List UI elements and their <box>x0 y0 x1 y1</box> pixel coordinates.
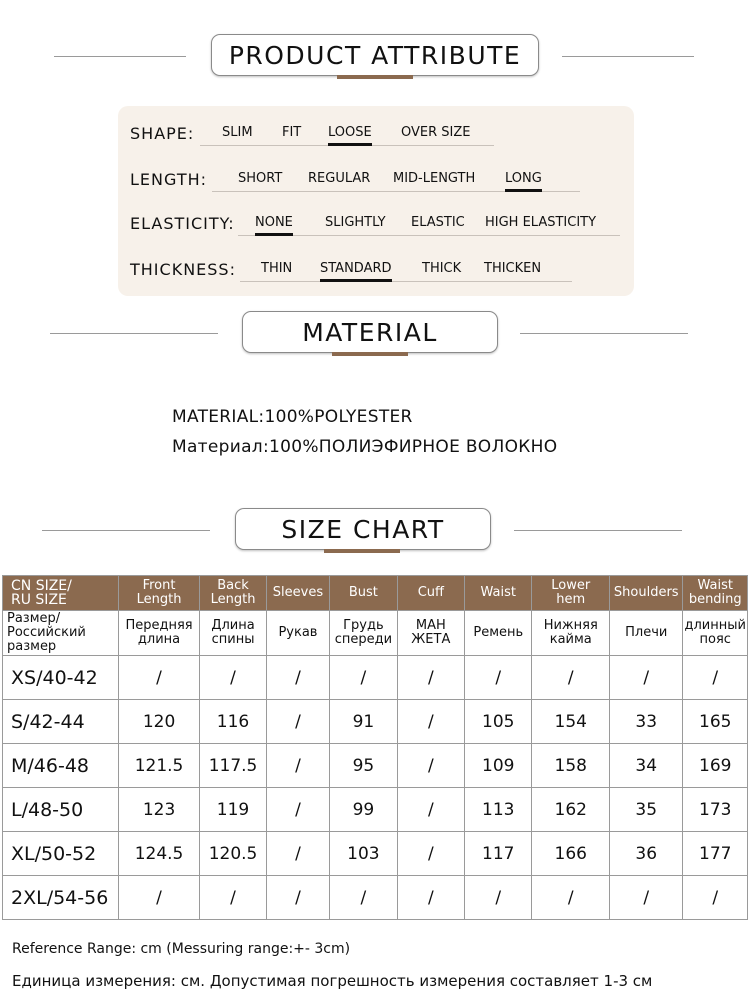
product-attribute-header <box>0 34 750 80</box>
table-row <box>3 700 748 744</box>
attr-row-length <box>118 156 634 196</box>
size-label-cell: L/48-50 <box>3 788 119 832</box>
column-header-ru: Длина спины <box>200 611 266 656</box>
column-header: Front Length <box>118 576 200 611</box>
measurement-cell: / <box>397 656 464 700</box>
measurement-cell: / <box>266 656 329 700</box>
attr-option: SLIGHTLY <box>325 215 386 230</box>
column-header: Lower hem <box>532 576 610 611</box>
measurement-cell: / <box>266 700 329 744</box>
measurement-cell: / <box>532 876 610 920</box>
reference-note-en: Reference Range: cm (Messuring range:+- 3cm) <box>12 941 351 957</box>
column-header-ru: МАН ЖЕТА <box>397 611 464 656</box>
measurement-cell: 105 <box>465 700 532 744</box>
column-header: Cuff <box>397 576 464 611</box>
measurement-cell: 169 <box>683 744 748 788</box>
size-label-cell: 2XL/54-56 <box>3 876 119 920</box>
attr-label: LENGTH: <box>130 170 208 189</box>
size-chart-body <box>3 656 748 920</box>
attr-option: THICKEN <box>484 261 542 276</box>
measurement-cell: 177 <box>683 832 748 876</box>
measurement-cell: / <box>266 744 329 788</box>
measurement-cell: / <box>397 788 464 832</box>
measurement-cell: 109 <box>465 744 532 788</box>
measurement-cell: / <box>683 656 748 700</box>
title-accent-bar <box>332 352 408 356</box>
divider-left <box>50 333 218 334</box>
column-header-size-ru: Размер/ Российский размер <box>3 611 119 656</box>
attr-row-shape <box>118 110 634 150</box>
column-header-ru: Грудь спереди <box>330 611 397 656</box>
column-header-ru: длинный пояс <box>683 611 748 656</box>
attr-option: HIGH ELASTICITY <box>485 215 597 230</box>
table-row <box>3 656 748 700</box>
attr-option-selected: NONE <box>255 215 293 230</box>
divider-right <box>514 530 682 531</box>
measurement-cell: 166 <box>532 832 610 876</box>
header-row-english <box>3 576 748 611</box>
attr-option: ELASTIC <box>411 215 465 230</box>
measurement-cell: / <box>610 876 683 920</box>
attr-option-selected: LOOSE <box>328 125 372 140</box>
measurement-cell: 34 <box>610 744 683 788</box>
material-title: MATERIAL <box>242 311 498 353</box>
measurement-cell: / <box>266 832 329 876</box>
measurement-cell: 36 <box>610 832 683 876</box>
measurement-cell: 121.5 <box>118 744 200 788</box>
column-header: Waist <box>465 576 532 611</box>
material-header <box>0 311 750 357</box>
table-row <box>3 876 748 920</box>
measurement-cell: 117.5 <box>200 744 266 788</box>
measurement-cell: 113 <box>465 788 532 832</box>
column-header-size: CN SIZE/ RU SIZE <box>3 576 119 611</box>
measurement-cell: / <box>266 788 329 832</box>
measurement-cell: / <box>532 656 610 700</box>
header-row-russian <box>3 611 748 656</box>
measurement-cell: / <box>118 876 200 920</box>
column-header: Bust <box>330 576 397 611</box>
divider-right <box>520 333 688 334</box>
measurement-cell: 158 <box>532 744 610 788</box>
attr-option: MID-LENGTH <box>393 171 476 186</box>
measurement-cell: 162 <box>532 788 610 832</box>
column-header-ru: Передняя длина <box>118 611 200 656</box>
measurement-cell: / <box>330 656 397 700</box>
measurement-cell: 103 <box>330 832 397 876</box>
attr-option: OVER SIZE <box>401 125 471 140</box>
divider-right <box>562 56 694 57</box>
size-chart-table <box>2 575 748 920</box>
material-russian: Материал:100%ПОЛИЭФИРНОЕ ВОЛОКНО <box>172 437 558 457</box>
measurement-cell: 117 <box>465 832 532 876</box>
column-header-ru: Ремень <box>465 611 532 656</box>
attr-option: REGULAR <box>308 171 371 186</box>
column-header-ru: Рукав <box>266 611 329 656</box>
size-label-cell: M/46-48 <box>3 744 119 788</box>
attr-row-elasticity <box>118 200 634 240</box>
size-chart-header <box>0 508 750 554</box>
column-header-ru: Нижняя кайма <box>532 611 610 656</box>
size-label-cell: XS/40-42 <box>3 656 119 700</box>
attr-label: THICKNESS: <box>130 260 236 279</box>
attr-option: SLIM <box>222 125 253 140</box>
measurement-cell: / <box>118 656 200 700</box>
measurement-cell: 116 <box>200 700 266 744</box>
measurement-cell: 165 <box>683 700 748 744</box>
measurement-cell: / <box>683 876 748 920</box>
measurement-cell: / <box>200 876 266 920</box>
column-header-ru: Плечи <box>610 611 683 656</box>
measurement-cell: 33 <box>610 700 683 744</box>
measurement-cell: 119 <box>200 788 266 832</box>
measurement-cell: 173 <box>683 788 748 832</box>
measurement-cell: / <box>330 876 397 920</box>
attr-option-selected: STANDARD <box>320 261 392 276</box>
attr-option: THIN <box>261 261 293 276</box>
attr-option: THICK <box>422 261 462 276</box>
attr-label: ELASTICITY: <box>130 214 235 233</box>
material-english: MATERIAL:100%POLYESTER <box>172 407 413 427</box>
attr-row-thickness <box>118 246 634 286</box>
measurement-cell: / <box>397 876 464 920</box>
attr-option: SHORT <box>238 171 283 186</box>
measurement-cell: 124.5 <box>118 832 200 876</box>
measurement-cell: / <box>266 876 329 920</box>
measurement-cell: / <box>397 744 464 788</box>
column-header: Waist bending <box>683 576 748 611</box>
measurement-cell: 91 <box>330 700 397 744</box>
attribute-panel <box>118 106 634 296</box>
product-attribute-title: PRODUCT ATTRIBUTE <box>211 34 539 76</box>
attr-rule <box>238 235 620 236</box>
table-row <box>3 788 748 832</box>
measurement-cell: 99 <box>330 788 397 832</box>
measurement-cell: 120.5 <box>200 832 266 876</box>
table-row <box>3 744 748 788</box>
attr-option-selected: LONG <box>505 171 542 186</box>
column-header: Back Length <box>200 576 266 611</box>
measurement-cell: 120 <box>118 700 200 744</box>
divider-left <box>42 530 210 531</box>
size-chart-title: SIZE CHART <box>235 508 491 550</box>
attr-label: SHAPE: <box>130 124 195 143</box>
measurement-cell: 123 <box>118 788 200 832</box>
measurement-cell: / <box>397 832 464 876</box>
title-accent-bar <box>324 549 400 553</box>
table-row <box>3 832 748 876</box>
column-header: Shoulders <box>610 576 683 611</box>
size-label-cell: S/42-44 <box>3 700 119 744</box>
title-accent-bar <box>337 75 413 79</box>
divider-left <box>54 56 186 57</box>
size-label-cell: XL/50-52 <box>3 832 119 876</box>
measurement-cell: / <box>465 656 532 700</box>
measurement-cell: 154 <box>532 700 610 744</box>
measurement-cell: 35 <box>610 788 683 832</box>
measurement-cell: / <box>610 656 683 700</box>
attr-rule <box>240 281 572 282</box>
attr-option: FIT <box>282 125 302 140</box>
measurement-cell: 95 <box>330 744 397 788</box>
measurement-cell: / <box>397 700 464 744</box>
reference-note-ru: Единица измерения: см. Допустимая погрешность измерения составляет 1-3 см <box>12 972 653 990</box>
measurement-cell: / <box>200 656 266 700</box>
measurement-cell: / <box>465 876 532 920</box>
column-header: Sleeves <box>266 576 329 611</box>
